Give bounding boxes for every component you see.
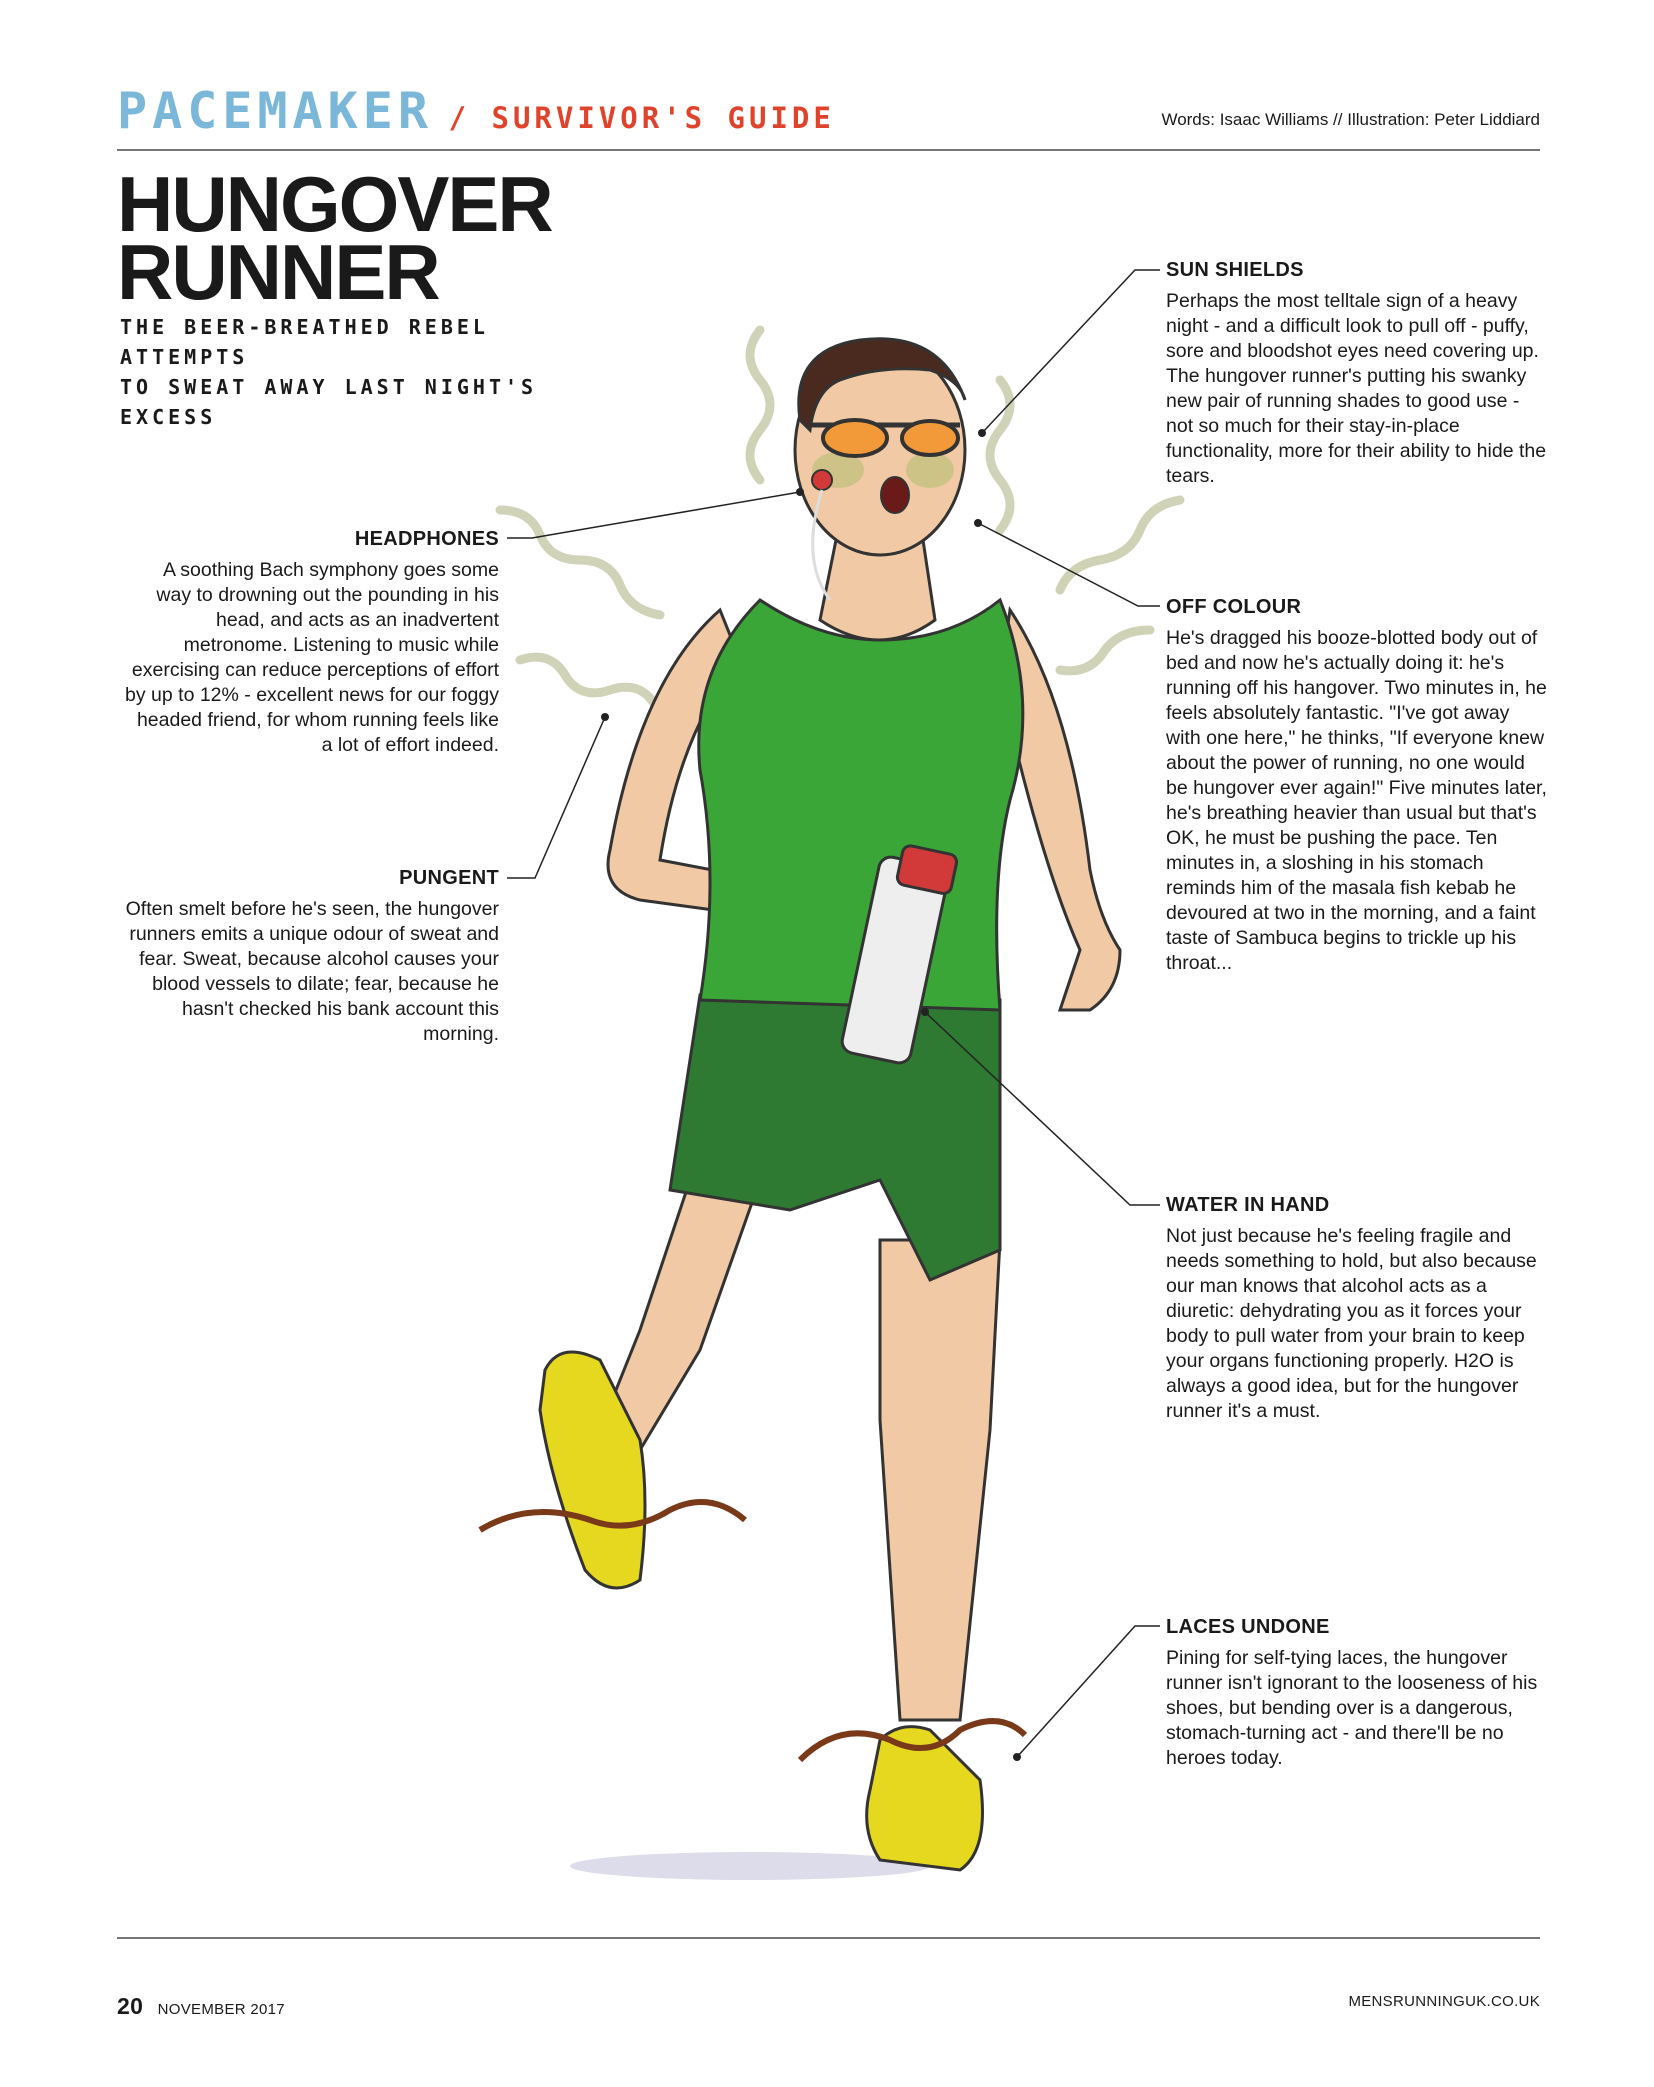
callout-body: He's dragged his booze-blotted body out of bed and now he's actually doing it: he's running off his hangover. Two minutes in, he feels absolutely fantastic. "I've got away with one here," he thinks, "If everyone knew about the power of running, no one would be hungover ever again!" Five minutes later, he's breathing heavier than usual but that's OK, he must be pushing the pace. Ten minutes in, a sloshing in his stomach reminds him of the masala fish kebab he devoured at two in the morning, and a faint taste of Sambuca begins to trickle up his throat... — [1166, 627, 1547, 974]
callout-heading: LACES UNDONE — [1166, 1616, 1330, 1638]
title-line: RUNNER — [117, 228, 439, 316]
footer-divider — [117, 1937, 1540, 1939]
callout-sun-shields — [1166, 258, 1548, 489]
footer-left — [117, 1993, 285, 2020]
callout-body: Often smelt before he's seen, the hungover runners emits a unique odour of sweat and fear. Sweat, because alcohol causes your blood vessels to dilate; fear, because he hasn't checked his bank account this morning. — [125, 898, 499, 1045]
callout-headphones — [125, 527, 499, 758]
callout-body: Pining for self-tying laces, the hungover runner isn't ignorant to the looseness of his shoes, but bending over is a dangerous, stomach-turning act - and there'll be no heroes today. — [1166, 1647, 1538, 1769]
brand-logo: PACEMAKER — [117, 82, 433, 140]
callout-body: Not just because he's feeling fragile and needs something to hold, but also because our man knows that alcohol acts as a diuretic: dehydrating you as it forces your body to pull water from your brain to keep your organs functioning properly. H2O is always a good idea, but for the hungover runner it's a must. — [1166, 1225, 1537, 1422]
callout-water-in-hand — [1166, 1193, 1548, 1424]
callout-pungent — [125, 866, 499, 1047]
headphone-earbud — [812, 470, 832, 490]
credits: Words: Isaac Williams // Illustration: Peter Liddiard — [1161, 110, 1540, 129]
callout-heading: PUNGENT — [399, 867, 499, 889]
callout-heading: SUN SHIELDS — [1166, 259, 1304, 281]
subtitle-line: TO SWEAT AWAY LAST NIGHT'S EXCESS — [120, 375, 538, 429]
title-line: HUNGOVER — [117, 160, 552, 248]
callout-body: A soothing Bach symphony goes some way to drowning out the pounding in his head, and acts as an inadvertent metronome. Listening to music while exercising can reduce perceptions of effort by up to 12% - excellent news for our foggy headed friend, for whom running feels like a lot of effort indeed. — [125, 559, 499, 756]
open-mouth — [881, 477, 909, 513]
issue-date: NOVEMBER 2017 — [157, 2001, 285, 2018]
page-number: 20 — [117, 1993, 144, 2019]
subtitle-line: THE BEER-BREATHED REBEL ATTEMPTS — [120, 315, 489, 369]
callout-heading: OFF COLOUR — [1166, 596, 1302, 618]
callout-heading: WATER IN HAND — [1166, 1194, 1330, 1216]
section-name: / SURVIVOR'S GUIDE — [448, 101, 835, 135]
sick-cheek — [906, 452, 954, 488]
callout-body: Perhaps the most telltale sign of a heavy night - and a difficult look to pull off - puffy, sore and bloodshot eyes need covering up. The hungover runner's putting his swanky new pair of running shades to good use - not so much for their stay-in-place functionality, more for their ability to hide the tears. — [1166, 290, 1547, 487]
website-url: MENSRUNNINGUK.CO.UK — [1348, 1993, 1540, 2010]
front-leg — [880, 1240, 1000, 1720]
callout-heading: HEADPHONES — [354, 528, 499, 550]
callout-laces-undone — [1166, 1615, 1548, 1771]
callout-off-colour — [1166, 595, 1548, 976]
